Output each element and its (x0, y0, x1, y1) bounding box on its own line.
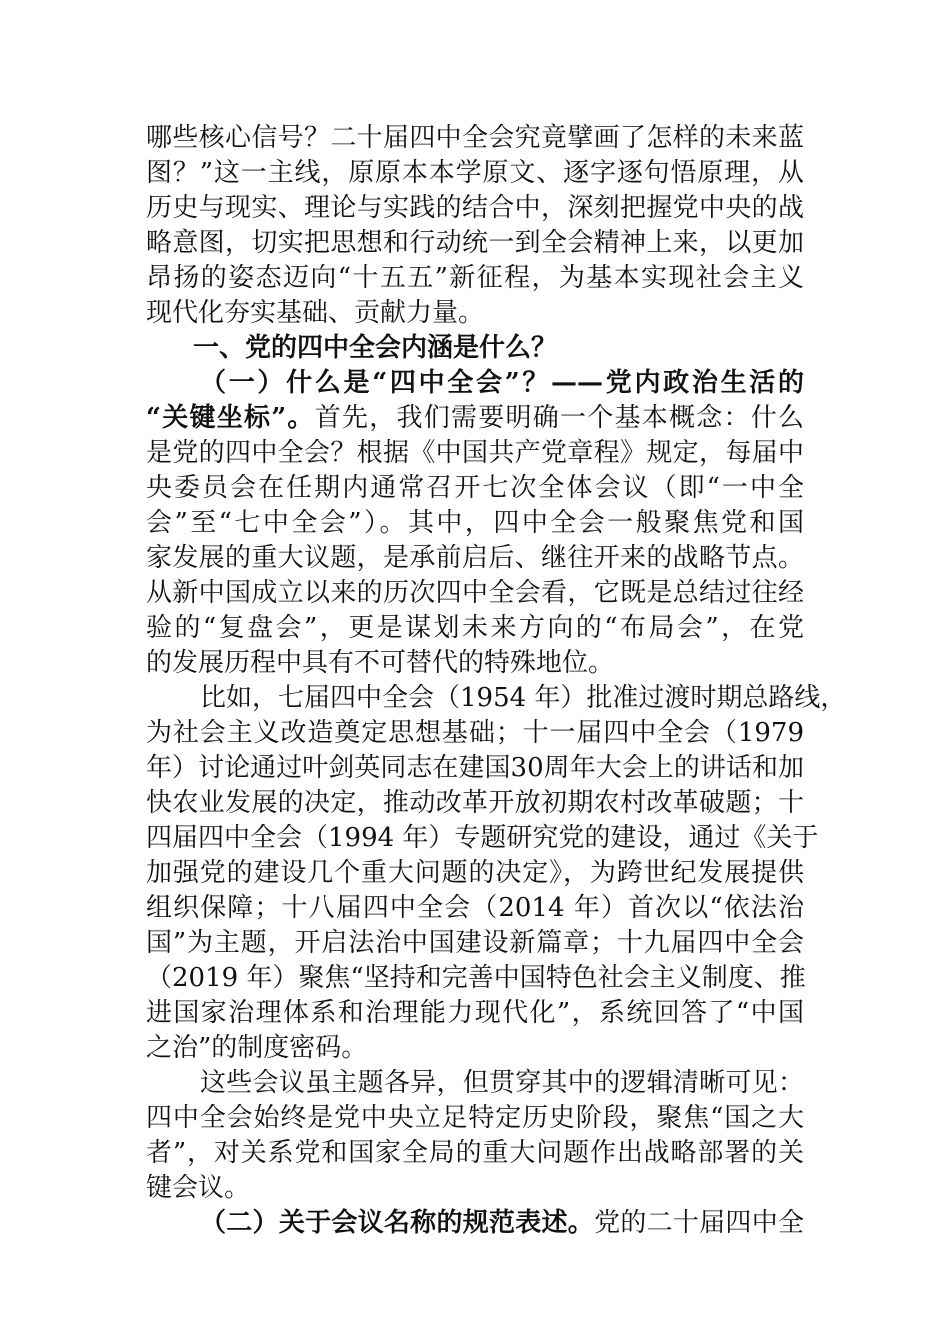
line-text: 是党的四中全会？根据《中国共产党章程》规定，每届中 (146, 438, 804, 468)
text-line (146, 1206, 804, 1241)
line-text: 略意图，切实把思想和行动统一到全会精神上来，以更加 (146, 228, 804, 258)
document-page (146, 121, 847, 1241)
text-line (146, 296, 804, 331)
line-text: 会”至“七中全会”）。其中，四中全会一般聚焦党和国 (146, 508, 804, 538)
text-line (146, 191, 804, 226)
section-heading (146, 331, 804, 366)
text-line (146, 646, 804, 681)
line-text: 这些会议虽主题各异，但贯穿其中的逻辑清晰可见： (200, 1068, 804, 1098)
paragraph (146, 1066, 804, 1206)
line-text: 验的“复盘会”，更是谋划未来方向的“布局会”，在党 (146, 613, 804, 643)
text-line (146, 681, 847, 716)
text-line (146, 856, 804, 891)
text-line (146, 891, 804, 926)
line-text: 历史与现实、理论与实践的结合中，深刻把握党中央的战 (146, 193, 804, 223)
text-line (146, 996, 804, 1031)
text-line (146, 261, 804, 296)
text-line (146, 401, 804, 436)
text-line (146, 786, 804, 821)
line-text: 组织保障；十八届四中全会（2014 年）首次以“依法治 (146, 893, 804, 923)
paragraph (146, 681, 847, 1066)
text-line (146, 471, 804, 506)
line-text: 之治”的制度密码。 (146, 1033, 368, 1063)
line-text: 四中全会始终是党中央立足特定历史阶段，聚焦“国之大 (146, 1103, 804, 1133)
text-line (146, 156, 804, 191)
text-line (146, 121, 804, 156)
text-line (146, 366, 804, 401)
text-line (146, 751, 804, 786)
line-text: 哪些核心信号？二十届四中全会究竟擘画了怎样的未来蓝 (146, 123, 804, 153)
text-line (146, 611, 804, 646)
bold-lead-text: （二）关于会议名称的规范表述。 (200, 1208, 595, 1238)
line-text: 键会议。 (146, 1173, 251, 1203)
line-text: 首先，我们需要明确一个基本概念：什么 (314, 403, 804, 433)
text-line (146, 926, 804, 961)
text-line (146, 1171, 804, 1206)
line-text: 年）讨论通过叶剑英同志在建国30周年大会上的讲话和加 (146, 753, 804, 783)
text-line (146, 1136, 804, 1171)
line-text: 快农业发展的决定，推动改革开放初期农村改革破题；十 (146, 788, 804, 818)
line-text: 的发展历程中具有不可替代的特殊地位。 (146, 648, 615, 678)
line-text: 图？”这一主线，原原本本学原文、逐字逐句悟原理，从 (146, 158, 804, 188)
line-text: （2019 年）聚焦“坚持和完善中国特色社会主义制度、推 (146, 963, 806, 993)
text-line (146, 226, 804, 261)
text-line (146, 506, 804, 541)
text-line (146, 1066, 804, 1101)
paragraph (146, 121, 804, 331)
line-text: 进国家治理体系和治理能力现代化”，系统回答了“中国 (146, 998, 804, 1028)
line-text: 央委员会在任期内通常召开七次全体会议（即“一中全 (146, 473, 804, 503)
paragraph (146, 1206, 804, 1241)
text-line (146, 716, 804, 751)
bold-lead-text: （一）什么是“四中全会”？——党内政治生活的 (200, 368, 804, 398)
text-line (146, 541, 804, 576)
line-text: 加强党的建设几个重大问题的决定》，为跨世纪发展提供 (146, 858, 804, 888)
line-text: 四届四中全会（1994 年）专题研究党的建设，通过《关于 (146, 823, 819, 853)
text-line (146, 331, 804, 366)
text-line (146, 436, 804, 471)
text-line (146, 821, 819, 856)
text-line (146, 1031, 804, 1066)
line-text: 家发展的重大议题，是承前启后、继往开来的战略节点。 (146, 543, 804, 573)
line-text: 昂扬的姿态迈向“十五五”新征程，为基本实现社会主义 (146, 263, 804, 293)
text-line (146, 1101, 804, 1136)
line-text: 为社会主义改造奠定思想基础；十一届四中全会（1979 (146, 718, 804, 748)
line-text: 一、党的四中全会内涵是什么？ (193, 333, 558, 363)
line-text: 比如，七届四中全会（1954 年）批准过渡时期总路线， (200, 683, 847, 713)
line-text: 现代化夯实基础、贡献力量。 (146, 298, 485, 328)
line-text: 从新中国成立以来的历次四中全会看，它既是总结过往经 (146, 578, 804, 608)
text-line (146, 576, 804, 611)
paragraph (146, 366, 804, 681)
bold-lead-text: “关键坐标”。 (146, 403, 315, 433)
line-text: 党的二十届四中全 (594, 1208, 804, 1238)
text-line (146, 961, 804, 996)
line-text: 者”，对关系党和国家全局的重大问题作出战略部署的关 (146, 1138, 804, 1168)
line-text: 国”为主题，开启法治中国建设新篇章；十九届四中全会 (146, 928, 804, 958)
